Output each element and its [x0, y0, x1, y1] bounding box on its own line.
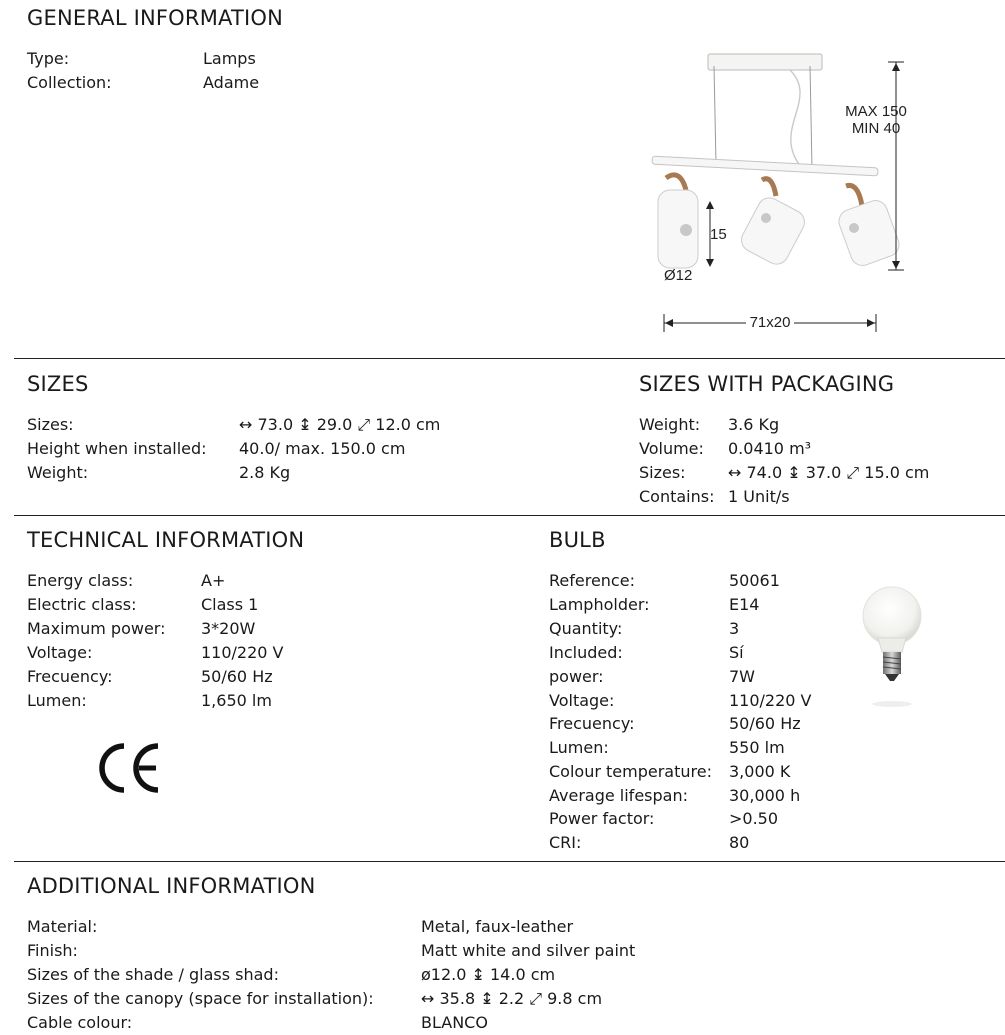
sizes-heading: SIZES	[27, 372, 89, 396]
pack-contains-label: Contains:	[639, 487, 715, 506]
cable-colour-value: BLANCO	[421, 1013, 488, 1032]
bulb-voltage-label: Voltage:	[549, 691, 615, 710]
height-installed-value: 40.0/ max. 150.0 cm	[239, 439, 406, 458]
pack-sizes-value: ↔ 74.0 ↨ 37.0 ⤢ 15.0 cm	[728, 463, 930, 482]
finish-label: Finish:	[27, 941, 78, 960]
additional-heading: ADDITIONAL INFORMATION	[27, 874, 316, 898]
bulb-colour-temp-label: Colour temperature:	[549, 762, 712, 781]
bulb-frequency-label: Frecuency:	[549, 714, 635, 733]
shade-2	[737, 194, 808, 269]
leather-strap-3	[846, 185, 862, 206]
bulb-power-label: power:	[549, 667, 604, 686]
bulb-lampholder-value: E14	[729, 595, 760, 614]
cable-shape	[790, 70, 802, 168]
max-power-value: 3*20W	[201, 619, 256, 638]
material-value: Metal, faux-leather	[421, 917, 574, 936]
general-info-heading: GENERAL INFORMATION	[27, 6, 284, 30]
shade-diameter-label: Ø12	[664, 267, 693, 284]
shade-1	[658, 190, 698, 268]
pack-weight-value: 3.6 Kg	[728, 415, 780, 434]
height-installed-label: Height when installed:	[27, 439, 207, 458]
shade-1-pivot	[680, 224, 692, 236]
pack-weight-label: Weight:	[639, 415, 701, 434]
base-size-label: 71x20	[749, 314, 791, 331]
lumen-value: 1,650 lm	[201, 691, 272, 710]
lumen-label: Lumen:	[27, 691, 87, 710]
bulb-quantity-label: Quantity:	[549, 619, 623, 638]
bulb-cri-label: CRI:	[549, 833, 582, 852]
max-height-label: MAX 150	[845, 103, 907, 120]
shade-2-pivot	[761, 213, 771, 223]
frequency-value: 50/60 Hz	[201, 667, 273, 686]
weight-label: Weight:	[27, 463, 89, 482]
packaging-heading: SIZES WITH PACKAGING	[639, 372, 895, 396]
electric-class-value: Class 1	[201, 595, 259, 614]
shade-size-value: ø12.0 ↨ 14.0 cm	[421, 965, 556, 984]
canopy-shape	[708, 54, 822, 70]
lamp-dimension-diagram	[640, 40, 940, 340]
shade-height-label: 15	[710, 226, 727, 243]
divider-3	[14, 861, 1005, 862]
bulb-power-factor-value: >0.50	[729, 809, 779, 828]
general-type-value: Lamps	[203, 49, 256, 68]
canopy-size-label: Sizes of the canopy (space for installation):	[27, 989, 374, 1008]
bulb-lumen-value: 550 lm	[729, 738, 785, 757]
frequency-label: Frecuency:	[27, 667, 113, 686]
height-arrow-down	[892, 261, 900, 269]
min-height-label: MIN 40	[851, 120, 901, 137]
bulb-reference-label: Reference:	[549, 571, 635, 590]
pack-volume-value: 0.0410 m³	[728, 439, 812, 458]
voltage-label: Voltage:	[27, 643, 93, 662]
bulb-quantity-value: 3	[729, 619, 740, 638]
width-arrow-right	[867, 319, 875, 327]
general-type-label: Type:	[27, 49, 70, 68]
pack-volume-label: Volume:	[639, 439, 704, 458]
general-collection-label: Collection:	[27, 73, 112, 92]
material-label: Material:	[27, 917, 98, 936]
shade-height-arrow-up	[706, 201, 714, 209]
bulb-power-value: 7W	[729, 667, 755, 686]
bulb-heading: BULB	[549, 528, 606, 552]
bulb-voltage-value: 110/220 V	[729, 691, 812, 710]
max-power-label: Maximum power:	[27, 619, 166, 638]
bulb-reference-value: 50061	[729, 571, 780, 590]
electric-class-label: Electric class:	[27, 595, 137, 614]
shade-3-pivot	[849, 223, 859, 233]
bulb-lumen-label: Lumen:	[549, 738, 609, 757]
bulb-colour-temp-value: 3,000 K	[729, 762, 791, 781]
bulb-frequency-value: 50/60 Hz	[729, 714, 801, 733]
bulb-power-factor-label: Power factor:	[549, 809, 655, 828]
bar-shape	[652, 156, 878, 176]
pack-sizes-label: Sizes:	[639, 463, 686, 482]
weight-value: 2.8 Kg	[239, 463, 291, 482]
bulb-lifespan-label: Average lifespan:	[549, 786, 688, 805]
energy-class-value: A+	[201, 571, 226, 590]
sizes-value: ↔ 73.0 ↨ 29.0 ⤢ 12.0 cm	[239, 415, 441, 434]
bulb-image	[856, 580, 928, 712]
cable-colour-label: Cable colour:	[27, 1013, 133, 1032]
technical-heading: TECHNICAL INFORMATION	[27, 528, 305, 552]
divider-1	[14, 358, 1005, 359]
voltage-value: 110/220 V	[201, 643, 284, 662]
width-arrow-left	[665, 319, 673, 327]
height-arrow-up	[892, 63, 900, 71]
shade-height-arrow-down	[706, 259, 714, 267]
leather-strap-2	[762, 179, 776, 196]
shade-size-label: Sizes of the shade / glass shad:	[27, 965, 279, 984]
wire-right	[810, 66, 812, 168]
wire-left	[714, 66, 716, 164]
canopy-size-value: ↔ 35.8 ↨ 2.2 ⤢ 9.8 cm	[421, 989, 603, 1008]
shade-3	[836, 197, 903, 269]
general-collection-value: Adame	[203, 73, 260, 92]
sizes-label: Sizes:	[27, 415, 74, 434]
bulb-cri-value: 80	[729, 833, 750, 852]
divider-2	[14, 515, 1005, 516]
bulb-included-label: Included:	[549, 643, 623, 662]
finish-value: Matt white and silver paint	[421, 941, 636, 960]
leather-strap-1	[666, 175, 686, 190]
bulb-included-value: Sí	[729, 643, 744, 662]
bulb-lampholder-label: Lampholder:	[549, 595, 650, 614]
pack-contains-value: 1 Unit/s	[728, 487, 790, 506]
ce-mark-icon	[94, 740, 164, 796]
energy-class-label: Energy class:	[27, 571, 134, 590]
bulb-lifespan-value: 30,000 h	[729, 786, 801, 805]
